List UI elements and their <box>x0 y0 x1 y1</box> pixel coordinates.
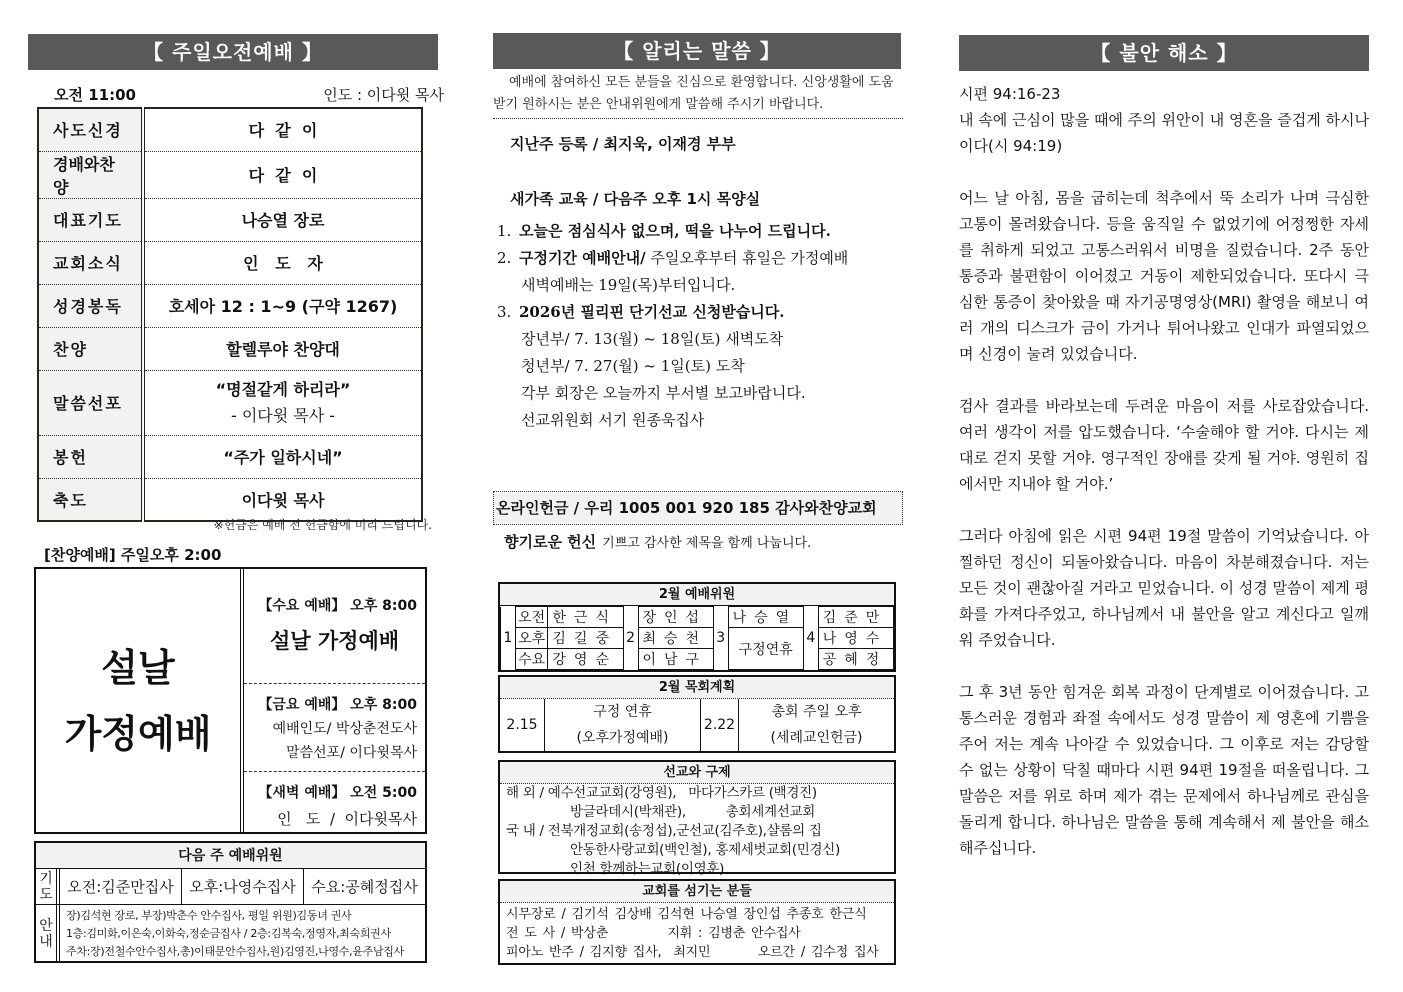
order-label: 교회소식 <box>38 241 143 284</box>
morning-time: 오전 11:00 <box>54 86 136 104</box>
mission-line: 국 내 / 전북개정교회(송정섭),군선교(김주호),샬롬의 집 <box>506 823 822 839</box>
notice-sub: 선교위원회 서기 원종욱집사 <box>521 411 705 429</box>
notice-text: 2026년 필리핀 단기선교 신청받습니다. <box>519 303 785 321</box>
guide-label: 안내 <box>36 905 60 962</box>
notice-list <box>497 218 901 434</box>
duty-name: 나승열 <box>728 607 803 628</box>
sunday-morning-banner: 【 주일오전예배 】 <box>28 34 438 70</box>
devotional-text <box>959 81 1369 887</box>
next-week-title: 다음 주 예배위원 <box>36 843 425 869</box>
morning-leader: 인도 : 이다윗 목사 <box>323 86 444 104</box>
duty-title: 2월 예배위원 <box>500 584 894 606</box>
lunar-new-year-title <box>36 569 244 832</box>
dawn-leader: 인 도 / 이다윗목사 <box>277 810 417 828</box>
notice-number: 2. <box>497 249 512 267</box>
order-value: 다 같 이 <box>143 108 422 151</box>
morning-header <box>54 84 444 104</box>
order-row <box>38 327 422 370</box>
order-row <box>38 478 422 521</box>
notice-bold: 구정기간 예배안내/ <box>519 249 646 267</box>
weekday-services <box>244 569 425 832</box>
servers-body <box>500 903 894 964</box>
afternoon-box <box>34 567 427 834</box>
service-label: 수요 <box>515 649 548 670</box>
offering-text: 기쁘고 감사한 제목을 함께 나눕니다. <box>602 536 812 551</box>
friday-heading: 【금요 예배】 오후 8:00 <box>258 697 417 714</box>
notice-sub: 청년부/ 7. 27(월) ~ 1일(토) 도착 <box>521 357 745 375</box>
plan-title: 2월 목회계획 <box>500 677 894 699</box>
duty-name: 이남구 <box>638 649 713 670</box>
guide-text <box>60 905 425 962</box>
order-value: 호세아 12 : 1~9 (구약 1267) <box>143 284 422 327</box>
notice-sub: 장년부/ 7. 13(월) ~ 18일(토) 새벽도착 <box>521 330 784 348</box>
order-row <box>38 108 422 151</box>
order-row <box>38 284 422 327</box>
order-row <box>38 370 422 435</box>
mission-line: 안동한사랑교회(백인철), 홍제세벗교회(민경신) <box>570 842 840 858</box>
offering-label: 향기로운 헌신 <box>504 533 597 551</box>
duty-name: 최승천 <box>638 628 713 649</box>
notice-number: 3. <box>497 303 512 321</box>
order-row <box>38 435 422 478</box>
service-label: 오전 <box>515 607 548 628</box>
servers-title: 교회를 섬기는 분들 <box>500 881 894 903</box>
duty-name: 공혜정 <box>818 649 893 670</box>
february-duty-box <box>498 582 896 672</box>
order-value: 다 같 이 <box>143 151 422 198</box>
holiday-note: 구정연휴 <box>728 628 803 670</box>
new-family-education: 새가족 교육 / 다음주 오후 1시 목양실 <box>510 190 761 208</box>
key-verse: 내 속에 근심이 많을 때에 주의 위안이 내 영혼을 즐겁게 하시나이다(시 94:19) <box>959 111 1369 155</box>
order-label: 경배와찬양 <box>38 151 143 198</box>
duty-name: 김준만 <box>818 607 893 628</box>
prayer-row <box>36 869 425 905</box>
plan-event-line: (오후가정예배) <box>576 730 669 746</box>
order-label: 찬양 <box>38 327 143 370</box>
devotional-banner: 【 불안 해소 】 <box>959 35 1369 71</box>
order-label: 대표기도 <box>38 198 143 241</box>
order-label: 성경봉독 <box>38 284 143 327</box>
week-number: 1 <box>501 607 516 670</box>
servers-line: 전 도 사 / 박상춘 지휘 : 김병춘 안수집사 <box>506 926 801 941</box>
offering-line <box>504 531 811 552</box>
prayer-am: 오전:김준만집사 <box>60 869 182 904</box>
announcements-banner: 【 알리는 말씀 】 <box>493 33 901 69</box>
prayer-pm: 오후:나영수집사 <box>182 869 304 904</box>
essay-paragraph: 그 후 3년 동안 힘겨운 회복 과정이 단계별로 이어졌습니다. 고통스러운 경험과 좌절 속에서도 성경 말씀이 제 영혼에 기쁨을 주어 저는 계속 나아갈 수 있었습니다. 그 이후로 저는 감당할 수 없는 상황이 닥칠 때마다 시편 94편 19절을 떠올립니다. 그 말씀은 저를 위로 하며 제가 겪는 문제에서 하나님께로 관심을 돌리게 합니다. 하나님은 말씀을 통해 계속해서 제 불안을 해소해주십니다. <box>959 683 1369 857</box>
church-servers-box <box>498 879 896 965</box>
scripture-reference: 시편 94:16-23 <box>959 85 1061 103</box>
friday-preacher: 말씀선포/ 이다윗목사 <box>286 745 417 762</box>
notice-sub: 새벽예배는 19일(목)부터입니다. <box>521 276 736 294</box>
notice-text: 주일오후부터 휴일은 가정예배 <box>645 249 849 267</box>
notice-item <box>497 299 901 434</box>
order-value: 이다윗 목사 <box>241 490 325 510</box>
welcome-text: 예배에 참여하신 모든 분들을 진심으로 환영합니다. 신앙생활에 도움받기 원하시는 분은 안내위원에게 말씀해 주시기 바랍니다. <box>493 72 903 119</box>
online-offering: 온라인헌금 / 우리 1005 001 920 185 감사와찬양교회 <box>493 491 903 525</box>
friday-leader: 예배인도/ 박상춘전도사 <box>272 721 417 738</box>
friday-service <box>244 683 425 771</box>
plan-date: 2.22 <box>701 699 739 751</box>
wednesday-title: 설날 가정예배 <box>269 629 400 653</box>
duty-name: 나영수 <box>818 628 893 649</box>
order-row <box>38 241 422 284</box>
plan-event <box>739 699 894 751</box>
order-value <box>143 370 422 435</box>
wednesday-service <box>244 569 425 683</box>
servers-line: 시무장로 / 김기석 김상배 김석현 나승열 장인섭 추종호 한근식 <box>506 907 867 922</box>
afternoon-heading: [찬양예배] 주일오후 2:00 <box>44 546 222 564</box>
mission-line: 방글라데시(박채관), 총회세계선교회 <box>570 804 815 820</box>
prayer-wed: 수요:공혜정집사 <box>311 878 418 896</box>
mission-body <box>500 784 894 879</box>
guide-line: 1층:김미화,이은숙,이화숙,정순금집사 / 2층:김복숙,정영자,최숙희권사 <box>66 927 391 940</box>
duty-name: 한근식 <box>548 607 623 628</box>
mission-title: 선교와 구제 <box>500 762 894 784</box>
mission-line: 해 외 / 예수선교교회(강영원), 마다가스카르 (백경진) <box>506 785 817 801</box>
service-label: 오후 <box>515 628 548 649</box>
order-label: 축도 <box>38 478 143 521</box>
order-row <box>38 151 422 198</box>
dawn-heading: 【새벽 예배】 오전 5:00 <box>258 785 417 801</box>
big-title-line1: 설날 <box>101 645 175 690</box>
new-registration: 지난주 등록 / 최지욱, 이재경 부부 <box>510 135 736 153</box>
plan-event <box>545 699 701 751</box>
guide-line: 주차:장)전철수안수집사,총)이태문안수집사,원)김영진,나영수,윤주남집사 <box>66 945 404 958</box>
guide-line: 장)김석현 장로, 부장)박춘수 안수집사, 평일 위원)김동녀 권사 <box>66 909 352 922</box>
servers-line: 피아노 반주 / 김지향 집사, 최지민 오르간 / 김수정 집사 <box>506 945 879 960</box>
order-label: 사도신경 <box>38 108 143 151</box>
essay-paragraph: 어느 날 아침, 몸을 굽히는데 척추에서 뚝 소리가 나며 극심한 고통이 몰려왔습니다. 등을 움직일 수 없었기에 어정쩡한 자세를 취하게 되었고 고통스러워서 비명을 질렀습니다. 2주 동안 통증과 불편함이 이어졌고 거동이 제한되었습니다. 또다시 극심한 통증이 찾아왔을 때 자기공명영상(MRI) 촬영을 해보니 여러 개의 디스크가 금이 가거나 튀어나왔고 인대가 파열되었으며 신경이 눌려 있었습니다. <box>959 189 1369 363</box>
sermon-title: “명절같게 하리라” <box>215 379 351 399</box>
plan-date: 2.15 <box>500 699 545 751</box>
order-row <box>38 198 422 241</box>
offering-note: ※헌금은 예배 전 헌금함에 미리 드립니다. <box>213 518 432 532</box>
notice-sub: 각부 회장은 오늘까지 부서별 보고바랍니다. <box>521 384 806 402</box>
duty-name: 김길중 <box>548 628 623 649</box>
essay-paragraph: 그러다 아침에 읽은 시편 94편 19절 말씀이 기억났습니다. 아찔하던 정신이 되돌아왔습니다. 마음이 차분해졌습니다. 저는 모든 것이 괜찮아질 거라고 믿었습니다. 이 성경 말씀이 제게 평화를 가져다주었고, 하나님께서 내 불안을 알고 계신다고 일깨워 주었습니다. <box>959 527 1369 649</box>
plan-event-line: (세례교인헌금) <box>770 730 863 746</box>
february-plan-box <box>498 675 896 753</box>
sermon-preacher: - 이다윗 목사 - <box>230 405 336 425</box>
order-value: 나승열 장로 <box>143 198 422 241</box>
dawn-service <box>244 771 425 832</box>
week-number: 4 <box>803 607 818 670</box>
week-number: 2 <box>623 607 638 670</box>
guide-row <box>36 905 425 962</box>
notice-item <box>497 245 901 299</box>
plan-event-line: 총회 주일 오후 <box>771 704 862 720</box>
order-label: 봉헌 <box>38 435 143 478</box>
wednesday-heading: 【수요 예배】 오후 8:00 <box>258 598 417 614</box>
prayer-label: 기도 <box>36 869 60 904</box>
notice-item <box>497 218 901 245</box>
order-label: 말씀선포 <box>38 370 143 435</box>
worship-order-table <box>37 107 423 522</box>
plan-row <box>500 699 894 751</box>
duty-name: 강영순 <box>548 649 623 670</box>
mission-line: 인천 함께하는교회(이영훈) <box>570 861 725 877</box>
essay-paragraph: 검사 결과를 바라보는데 두려운 마음이 저를 사로잡았습니다. 여러 생각이 저를 압도했습니다. ‘수술해야 할 거야. 다시는 제대로 걷지 못할 거야. 영구적인 장애를 갖게 될 거야. 영원히 집에서만 지내야 할 거야.’ <box>959 397 1369 493</box>
week-number: 3 <box>713 607 728 670</box>
mission-box <box>498 760 896 877</box>
big-title-line2: 가정예배 <box>64 711 212 756</box>
order-value: 인 도 자 <box>143 241 422 284</box>
duty-table <box>500 606 894 670</box>
notice-text: 오늘은 점심식사 없으며, 떡을 나누어 드립니다. <box>519 222 831 240</box>
order-value: “주가 일하시네” <box>143 435 422 478</box>
plan-event-line: 구정 연휴 <box>593 704 652 720</box>
order-value: 할렐루야 찬양대 <box>143 327 422 370</box>
duty-name: 장인섭 <box>638 607 713 628</box>
notice-number: 1. <box>497 222 512 240</box>
next-week-committee <box>34 841 427 963</box>
